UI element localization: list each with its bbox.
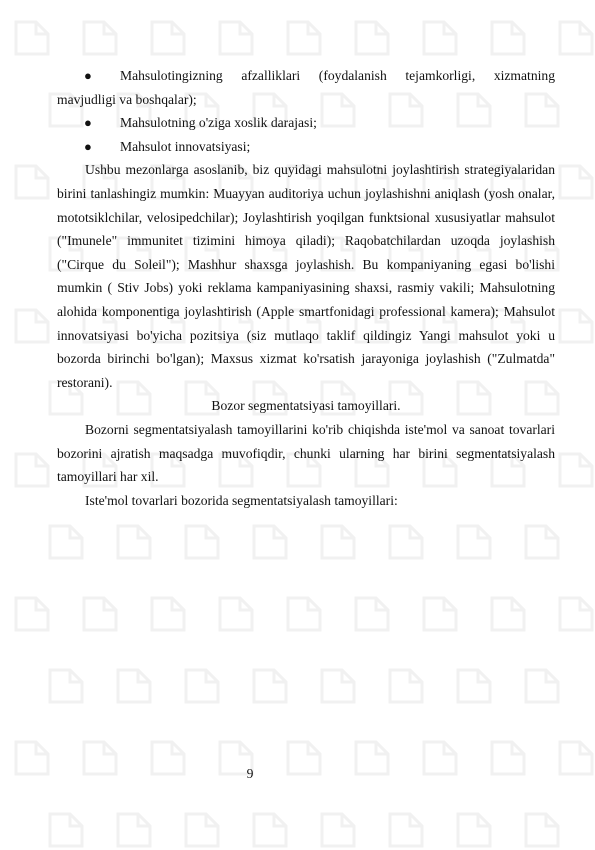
document-logo-icon [284,594,324,634]
document-logo-icon [556,18,595,58]
document-logo-icon [284,18,324,58]
document-logo-icon [250,522,290,562]
document-logo-icon [12,162,52,202]
subheading-consumer-goods: Iste'mol tovarlari bozorida segmentatsiyalash tamoyillari: [85,492,398,508]
document-logo-icon [556,306,595,346]
document-logo-icon [556,594,595,634]
document-logo-icon [46,522,86,562]
document-logo-icon [454,810,494,850]
document-logo-icon [488,18,528,58]
document-logo-icon [522,666,562,706]
document-logo-icon [454,666,494,706]
document-logo-icon [114,810,154,850]
document-body [57,64,555,512]
document-logo-icon [556,738,595,778]
document-logo-icon [352,18,392,58]
document-logo-icon [522,522,562,562]
document-logo-icon [420,594,460,634]
document-logo-icon [12,18,52,58]
document-logo-icon [182,522,222,562]
document-logo-icon [352,594,392,634]
paragraph-positioning-strategies: Ushbu mezonlarga asoslanib, biz quyidagi mahsulotni joylashtirish strategiyalaridan birini tanlashingiz mumkin: Muayyan auditoriya uchun joylashishni aniqlash (yosh onalar, mototsiklchilar, velosipedchilar); Joylashtirish yoqilgan funktsional xususiyatlar mahsulot ("Imunele" immunitet tizimini himoya qiladi); Raqobatchilardan uzoqda joylashish ("Cirque du Soleil"); Mashhur shaxsga joylashish. Bu kompaniyaning egasi bo'lishi mumkin ( Stiv Jobs) yoki reklama kampaniyasining shaxsi, rasmiy vakili; Mahsulotning alohida komponentiga joylashtirish (Apple smartfonidagi professional kamera); Mahsulot innovatsiyasi bo'yicha pozitsiya (siz mutlaqo taklif qildingiz Yangi mahsulot yoki u bozorda birinchi bo'lgan); Maxsus xizmat ko'rsatish jarayoniga joylashish ("Zulmatda" restorani). [57,162,555,390]
document-logo-icon [386,522,426,562]
document-logo-icon [420,18,460,58]
bullet-item-1 [57,64,555,88]
document-logo-icon [80,594,120,634]
document-logo-icon [318,522,358,562]
document-logo-icon [46,810,86,850]
document-logo-icon [114,522,154,562]
document-logo-icon [12,594,52,634]
document-logo-icon [250,666,290,706]
bullet-text-2: Mahsulotning o'ziga xoslik darajasi; [120,115,317,131]
document-logo-icon [182,666,222,706]
document-logo-icon [12,306,52,346]
document-logo-icon [114,666,154,706]
bullet-icon: ● [84,68,92,83]
document-logo-icon [454,522,494,562]
document-logo-icon [556,450,595,490]
document-logo-icon [216,594,256,634]
document-logo-icon [386,810,426,850]
section-heading: Bozor segmentatsiyasi tamoyillari. [211,398,401,414]
document-logo-icon [148,18,188,58]
page-number: 9 [246,766,254,781]
document-logo-icon [488,594,528,634]
document-logo-icon [250,810,290,850]
document-logo-icon [80,18,120,58]
document-logo-icon [12,450,52,490]
bullet-text-1: Mahsulotingizning afzalliklari (foydalanish tejamkorligi, xizmatning [120,68,555,83]
bullet-1-continuation: mavjudligi va boshqalar); [57,91,197,107]
document-logo-icon [386,666,426,706]
document-logo-icon [318,810,358,850]
bullet-item-3 [57,135,555,159]
bullet-text-3: Mahsulot innovatsiyasi; [120,138,251,154]
document-logo-icon [182,810,222,850]
document-logo-icon [522,810,562,850]
document-logo-icon [318,666,358,706]
bullet-icon: ● [84,115,92,131]
bullet-icon: ● [84,138,92,154]
document-logo-icon [46,666,86,706]
bullet-item-2 [57,111,555,135]
document-logo-icon [216,18,256,58]
document-logo-icon [148,594,188,634]
paragraph-segmentation: Bozorni segmentatsiyalash tamoyillarini ko'rib chiqishda iste'mol va sanoat tovarlari bozorini ajratish maqsadga muvofiqdir, chunki ularning har birini segmentatsiyalash tamoyillari har xil. [57,421,555,485]
document-logo-icon [556,162,595,202]
